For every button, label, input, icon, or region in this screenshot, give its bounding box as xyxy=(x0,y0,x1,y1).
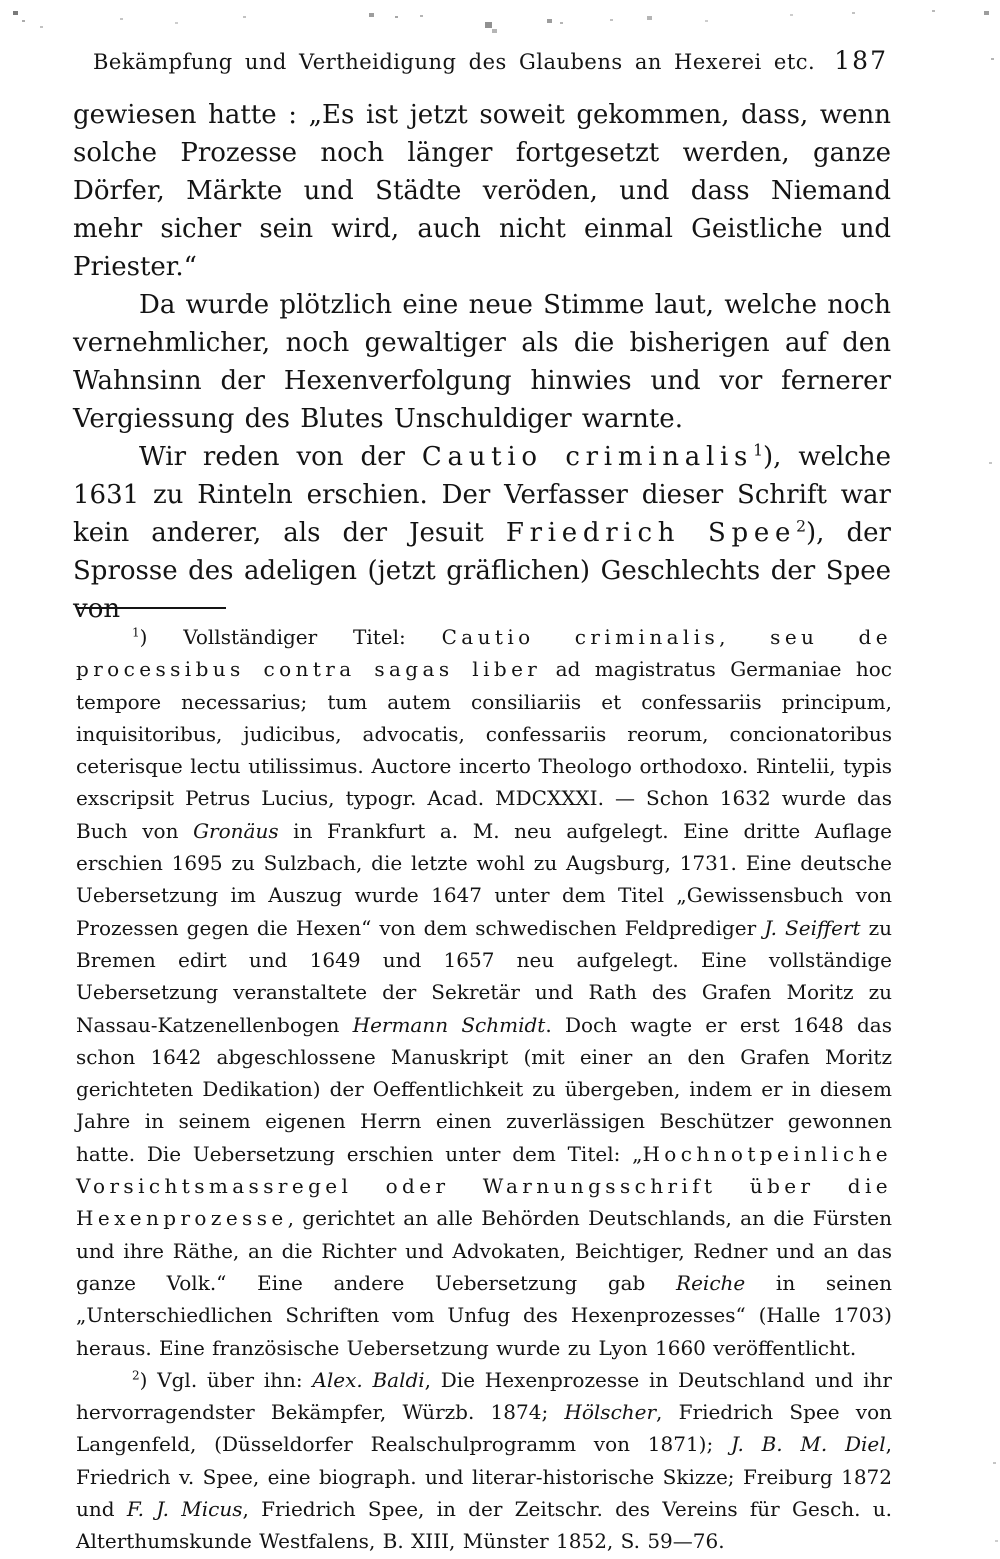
text-segment: , Friedrich Spee, in der Zeitschr. des Vereins für Gesch. u. Alterthumskunde Westfalens, B. XIII, Münster 1852, S. 59—76. xyxy=(76,1497,892,1554)
text-segment: , Friedrich Spee von Langenfeld, (Düsseldorfer Realschulprogramm von 1871); xyxy=(76,1400,892,1457)
text-segment: gewiesen hatte : „Es ist jetzt soweit gekommen, dass, wenn solche Prozesse noch länger fortgesetzt werden, ganze Dörfer, Märkte und Städte veröden, und dass Niemand mehr sicher sein wird, auch nicht einmal Geistliche und Priester.“ xyxy=(73,100,891,282)
text-segment: Hermann Schmidt xyxy=(352,1012,546,1037)
footnote-1 xyxy=(76,621,892,1364)
text-segment: in Frankfurt a. M. neu aufgelegt. Eine dritte Auflage erschien 1695 zu Sulzbach, die letzte wohl zu Augsburg, 1731. Eine deutsche Uebersetzung im Auszug wurde 1647 unter dem Titel „Gewissensbuch von Prozessen gegen die Hexen“ von dem schwedischen Feldprediger xyxy=(76,818,892,940)
text-segment: Reiche xyxy=(676,1270,746,1295)
text-segment: Friedrich Spee xyxy=(505,518,797,548)
scan-noise xyxy=(0,0,3,2)
text-segment: ), welche 1631 zu Rinteln erschien. Der Verfasser dieser Schrift war kein anderer, als der Jesuit xyxy=(73,442,891,548)
paragraph-1 xyxy=(73,96,891,286)
text-segment: F. J. Micus xyxy=(126,1497,243,1522)
footnote-marker: 2 xyxy=(796,517,807,536)
main-text xyxy=(73,96,891,628)
text-segment: Hochnotpeinliche Vorsichtsmassregel oder Warnungsschrift über die Hexenprozesse xyxy=(76,1141,892,1231)
text-segment: ), der Sprosse des adeligen (jetzt gräflichen) Geschlechts der Spee von xyxy=(73,518,891,624)
paragraph-3 xyxy=(73,438,891,628)
text-segment: Cautio criminalis, seu de processibus contra sagas liber xyxy=(76,625,892,682)
text-segment: in seinen „Unterschiedlichen Schriften vom Unfug des Hexenprozesses“ (Halle 1703) heraus. Eine französische Uebersetzung wurde zu Lyon 1660 veröffentlicht. xyxy=(76,1270,892,1360)
text-segment: ) Vollständiger Titel: xyxy=(139,625,442,649)
page-number: 187 xyxy=(834,46,888,75)
text-segment: Cautio criminalis xyxy=(421,442,754,472)
text-segment: J. B. M. Diel xyxy=(730,1432,886,1457)
text-segment: . Doch wagte er erst 1648 das schon 1642 abgeschlossene Manuskript (mit einer an den Grafen Moritz gerichteten Dedikation) der Oeffentlichkeit zu übergeben, indem er in diesem Jahre in seinem eigenen Herrn einen zuverlässigen Beschützer gewonnen hatte. Die Uebersetzung erschien unter dem Titel: „ xyxy=(76,1012,892,1166)
footnote-marker: 2 xyxy=(132,1368,140,1383)
footnote-marker: 1 xyxy=(753,441,763,460)
text-segment: , gerichtet an alle Behörden Deutschlands, an die Fürsten und ihre Räthe, an die Richter und Advokaten, Beichtiger, Redner und an das ganze Volk.“ Eine andere Uebersetzung gab xyxy=(76,1206,892,1295)
text-segment: J. Seiffert xyxy=(764,915,861,940)
footnote-marker: 1 xyxy=(132,625,140,640)
page-header xyxy=(74,46,892,80)
text-segment: Hölscher xyxy=(564,1400,657,1425)
footnote-separator xyxy=(78,607,226,609)
text-segment: ) Vgl. über ihn: xyxy=(139,1367,313,1392)
text-segment: ad magistratus Germaniae hoc tempore necessarius; tum autem consiliariis et confessariis principum, inquisitoribus, judicibus, advocatis, confessariis reorum, concionatoribus ceterisque lectu utilissimus. Auctore incerto Theologo orthodoxo. Rintelii, typis exscripsit Petrus Lucius, typogr. Acad. MDCXXXI. — Schon 1632 wurde das Buch von xyxy=(76,657,893,843)
text-segment: , Die Hexenprozesse in Deutschland und ihr hervorragendster Bekämpfer, Würzb. 1874; xyxy=(76,1367,892,1425)
footnote-2 xyxy=(76,1364,892,1558)
text-segment: , Friedrich v. Spee, eine biograph. und literar-historische Skizze; Freiburg 1872 und xyxy=(76,1432,892,1522)
text-segment: Wir reden von der xyxy=(139,442,422,472)
text-segment: Alex. Baldi xyxy=(312,1367,425,1392)
running-title: Bekämpfung und Vertheidigung des Glaubens an Hexerei etc. xyxy=(92,50,816,74)
paragraph-2 xyxy=(73,286,891,438)
text-segment: Gronäus xyxy=(193,818,279,843)
text-segment: zu Bremen edirt und 1649 und 1657 neu aufgelegt. Eine vollständige Uebersetzung veranstaltete der Sekretär und Rath des Grafen Moritz zu Nassau-Katzenellenbogen xyxy=(76,915,893,1037)
footnotes xyxy=(76,621,892,1558)
text-segment: Da wurde plötzlich eine neue Stimme laut, welche noch vernehmlicher, noch gewaltiger als die bisherigen auf den Wahnsinn der Hexenverfolgung hinwies und vor fernerer Vergiessung des Blutes Unschuldiger warnte. xyxy=(73,290,891,434)
